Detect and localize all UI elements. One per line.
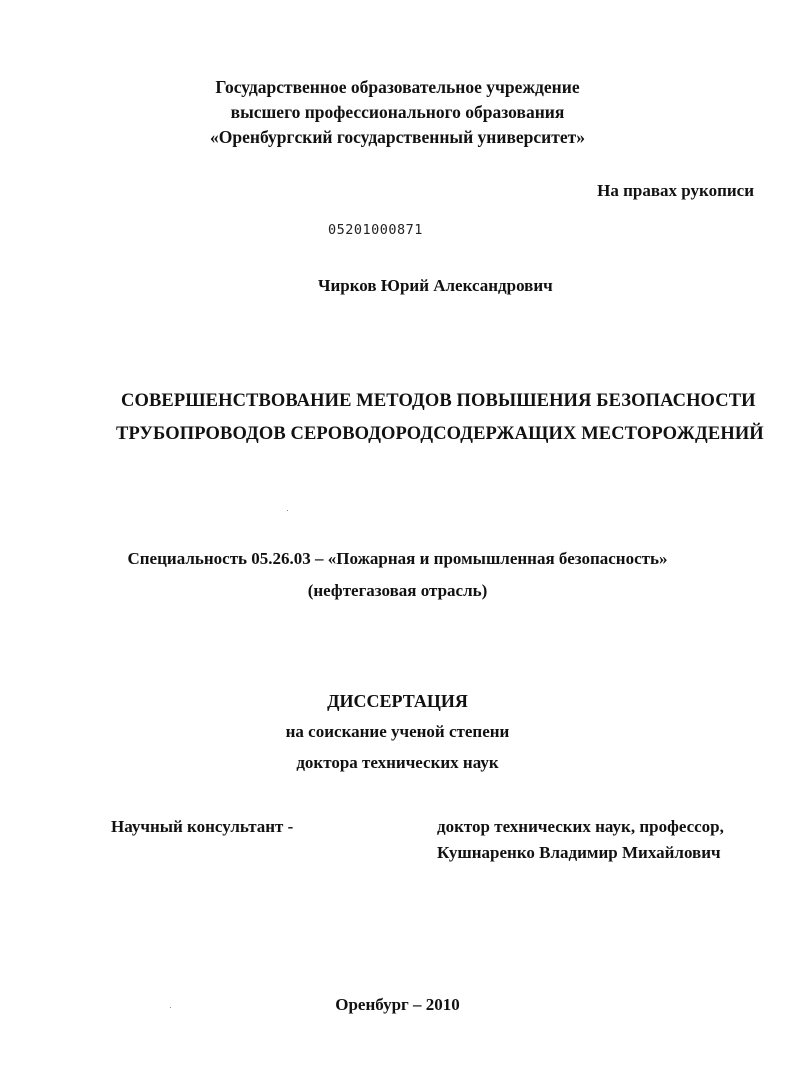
city-year: Оренбург – 2010 (335, 995, 460, 1014)
institution-line-3: «Оренбургский государственный университет» (210, 127, 585, 147)
consultant-name: Кушнаренко Владимир Михайлович (437, 843, 721, 862)
specialty-line-1: Специальность 05.26.03 – «Пожарная и промышленная безопасность» (127, 549, 668, 568)
consultant-label: Научный консультант - (111, 817, 294, 836)
registration-number-stamp: 05201000871 (328, 222, 423, 238)
author-name: Чирков Юрий Александрович (318, 276, 553, 295)
manuscript-note: На правах рукописи (597, 181, 754, 200)
thesis-title-line-2: ТРУБОПРОВОДОВ СЕРОВОДОРОДСОДЕРЖАЩИХ МЕСТОРОЖДЕНИЙ (116, 424, 764, 444)
institution-line-1: Государственное образовательное учреждение (215, 77, 580, 97)
thesis-title-line-1: СОВЕРШЕНСТВОВАНИЕ МЕТОДОВ ПОВЫШЕНИЯ БЕЗОПАСНОСТИ (121, 391, 756, 411)
dissertation-degree-line-2: доктора технических наук (296, 753, 499, 772)
dissertation-degree-line-1: на соискание ученой степени (285, 722, 510, 741)
scan-speck (287, 510, 288, 511)
institution-line-2: высшего профессионального образования (230, 102, 565, 122)
dissertation-heading: ДИССЕРТАЦИЯ (327, 691, 468, 711)
specialty-line-2: (нефтегазовая отрасль) (307, 581, 488, 600)
consultant-degree: доктор технических наук, профессор, (437, 817, 724, 836)
